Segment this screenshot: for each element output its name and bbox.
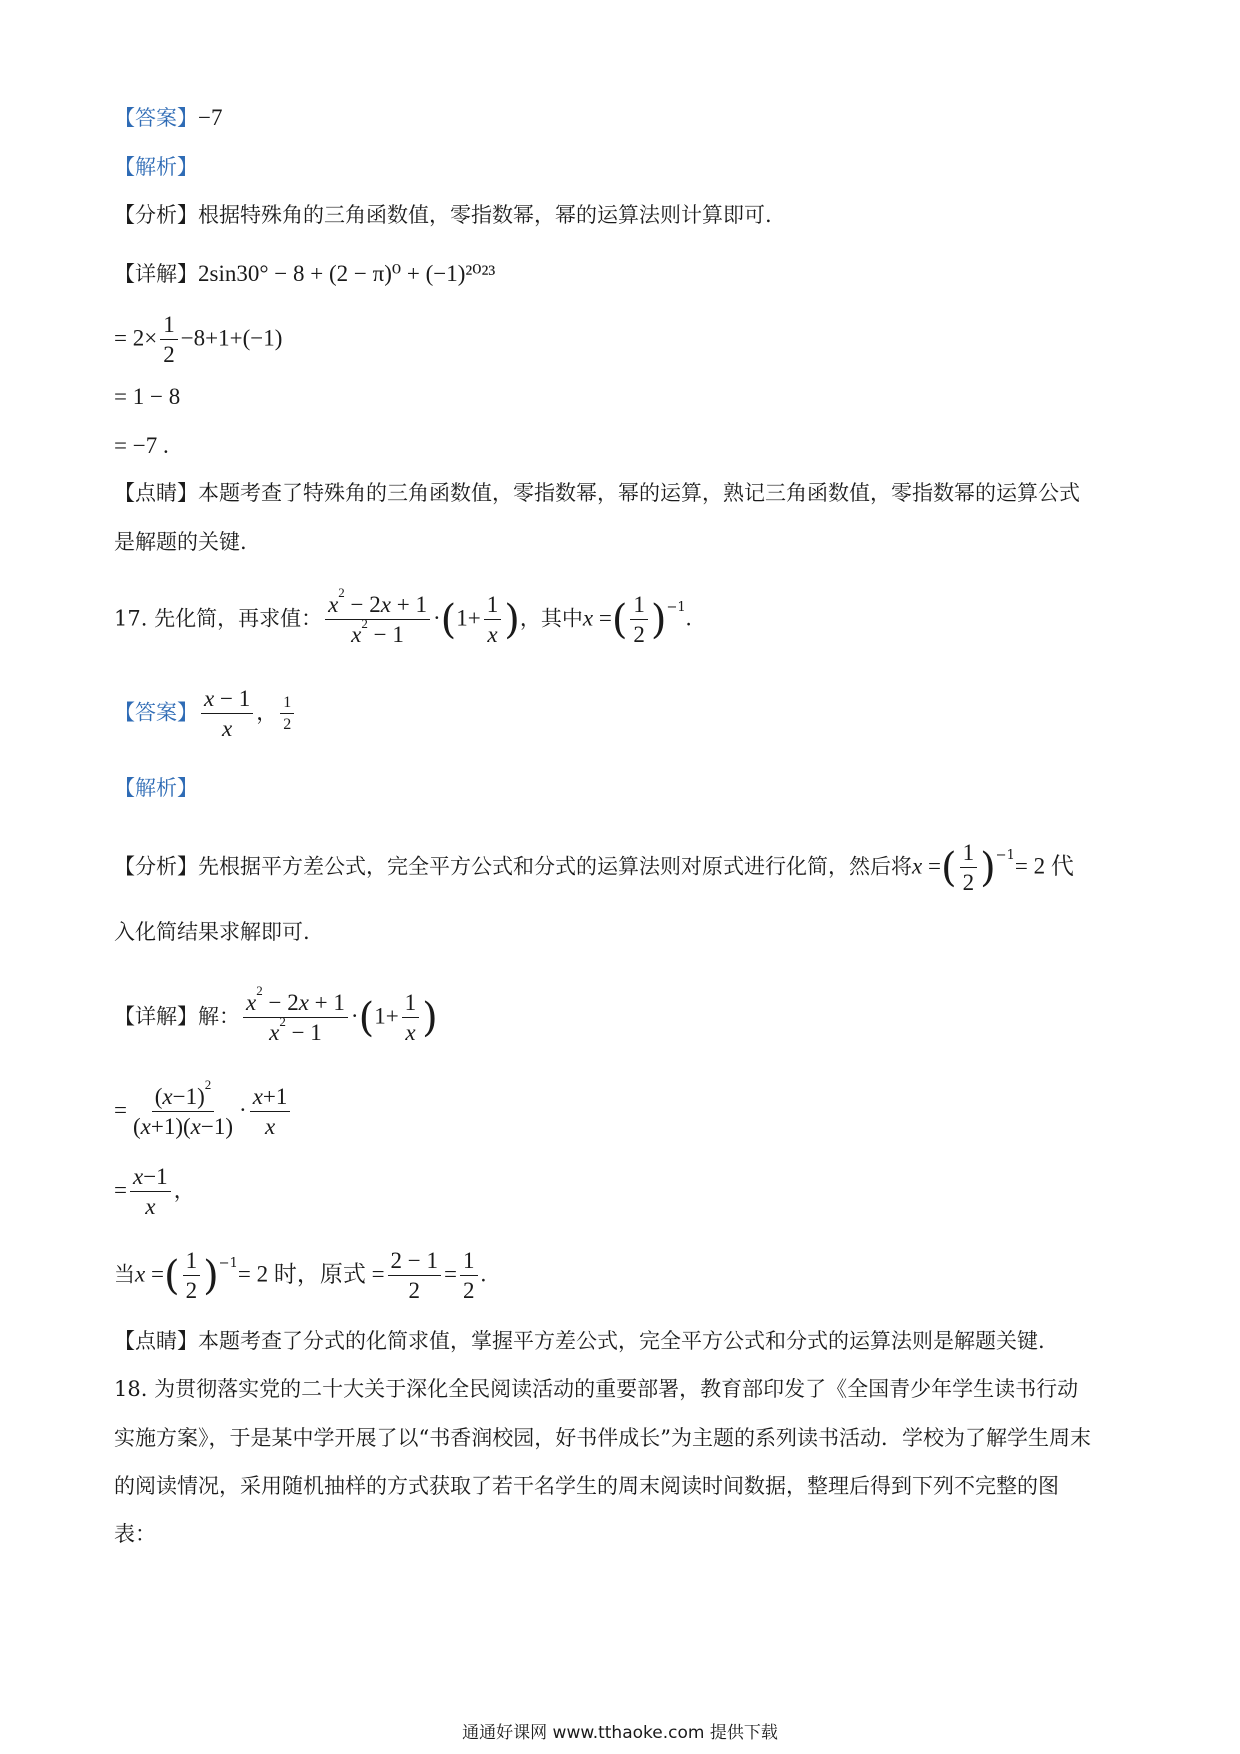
answer-17 bbox=[114, 686, 297, 742]
question-18-line4: 表： bbox=[114, 1522, 156, 1546]
fraction: $\frac{x^2 - 2x + 1}{x^2 - 1}$ bbox=[325, 592, 430, 648]
comment-text: 本题考查了分式的化简求值，掌握平方差公式，完全平方公式和分式的运算法则是解题关键. bbox=[198, 1329, 1045, 1353]
fenxi-line2: 入化简结果求解即可. bbox=[114, 920, 310, 944]
step3-16 bbox=[114, 430, 169, 462]
fenxi-tag: 【分析】 bbox=[114, 203, 198, 227]
question-18-line2: 实施方案》，于是某中学开展了以“书香润校园，好书伴成长”为主题的系列读书活动．学校为了解学生周末 bbox=[114, 1426, 1091, 1450]
frac-num: 1 bbox=[160, 312, 178, 340]
answer-value: $\frac{1}{2}$ bbox=[280, 694, 294, 734]
analysis-17 bbox=[114, 772, 198, 804]
when-mid: = 2 时，原式 = bbox=[237, 1261, 385, 1287]
detail-tag: 【详解】 bbox=[114, 1004, 198, 1029]
step1-a: = 2× bbox=[114, 325, 158, 351]
step2-17: = $\frac{x-1}{x}$ ， bbox=[114, 1164, 195, 1220]
comment-tag: 【点睛】 bbox=[114, 1329, 198, 1353]
step1-b: −8+1+(−1) bbox=[180, 325, 283, 351]
when-17: 当x =( $\frac{1}{2}$ )$^{-1}$= 2 时，原式 = $\frac{2 - 1}{2}$ = $\frac{1}{2}$ . bbox=[114, 1248, 487, 1304]
fraction bbox=[160, 312, 178, 368]
when-prefix: 当 bbox=[114, 1262, 135, 1287]
question-prefix: 17. 先化简，再求值： bbox=[114, 606, 323, 631]
analysis-tag: 【解析】 bbox=[114, 155, 198, 179]
fenxi-17-cont bbox=[114, 916, 310, 948]
frac-den: 2 bbox=[163, 342, 175, 368]
comment-16 bbox=[114, 477, 1080, 509]
comment-17 bbox=[114, 1325, 1045, 1357]
fenxi-tag: 【分析】 bbox=[114, 854, 198, 879]
step1-17: = $\frac{(x-1)^2}{(x+1)(x-1)}$ · $\frac{x+1}{x}$ bbox=[114, 1084, 293, 1140]
comment-line2: 是解题的关键. bbox=[114, 530, 247, 554]
detail-prefix: 解： bbox=[198, 1004, 240, 1029]
comment-16-cont bbox=[114, 526, 247, 558]
answer-value: −7 bbox=[198, 105, 223, 130]
detail-expr: 2sin30° − 8 + (2 − π)⁰ + (−1)²⁰²³ bbox=[198, 261, 496, 286]
question-18-line3: 的阅读情况，采用随机抽样的方式获取了若干名学生的周末阅读时间数据，整理后得到下列不完整的图 bbox=[114, 1474, 1059, 1498]
answer-suffix: ， bbox=[256, 700, 278, 725]
detail-tag: 【详解】 bbox=[114, 262, 198, 286]
step3: = −7 . bbox=[114, 433, 169, 458]
question-17: 17. 先化简，再求值： $\frac{x^2 - 2x + 1}{x^2 - 1}$ ·(1+ $\frac{1}{x}$ )，其中x =( $\frac{1}{2}$ )$^{-1}$. bbox=[114, 585, 692, 648]
fenxi-17: 【分析】先根据平方差公式，完全平方公式和分式的运算法则对原式进行化简，然后将x =( $\frac{1}{2}$ )$^{-1}$= 2 代 bbox=[114, 840, 1074, 896]
analysis-16 bbox=[114, 151, 198, 183]
detail-17: 【详解】解： $\frac{x^2 - 2x + 1}{x^2 - 1}$ ·(1+ $\frac{1}{x}$ ) bbox=[114, 983, 438, 1046]
step2: = 1 − 8 bbox=[114, 384, 181, 409]
fenxi-line1: 先根据平方差公式，完全平方公式和分式的运算法则对原式进行化简，然后将 bbox=[198, 854, 912, 879]
answer-tag: 【答案】 bbox=[114, 700, 198, 725]
fenxi-eq-tail: = 2 代 bbox=[1014, 853, 1074, 879]
fraction: $\frac{x - 1}{x}$ bbox=[201, 686, 253, 742]
answer-16 bbox=[114, 102, 222, 134]
analysis-tag: 【解析】 bbox=[114, 776, 198, 800]
fenxi-16 bbox=[114, 199, 772, 231]
comment-tag: 【点睛】 bbox=[114, 481, 198, 505]
step1-16 bbox=[114, 312, 282, 368]
footer-text: 通通好课网 www.tthaoke.com 提供下载 bbox=[462, 1723, 778, 1743]
step2-16 bbox=[114, 381, 180, 413]
detail-16 bbox=[114, 258, 495, 290]
fenxi-text: 根据特殊角的三角函数值，零指数幂，幂的运算法则计算即可. bbox=[198, 203, 772, 227]
question-mid: ，其中 bbox=[519, 606, 583, 631]
answer-tag: 【答案】 bbox=[114, 106, 198, 130]
comment-line1: 本题考查了特殊角的三角函数值，零指数幂，幂的运算，熟记三角函数值，零指数幂的运算公式 bbox=[198, 481, 1080, 505]
question-18-line1: 18. 为贯彻落实党的二十大关于深化全民阅读活动的重要部署，教育部印发了《全国青少年学生读书行动 bbox=[114, 1377, 1079, 1401]
